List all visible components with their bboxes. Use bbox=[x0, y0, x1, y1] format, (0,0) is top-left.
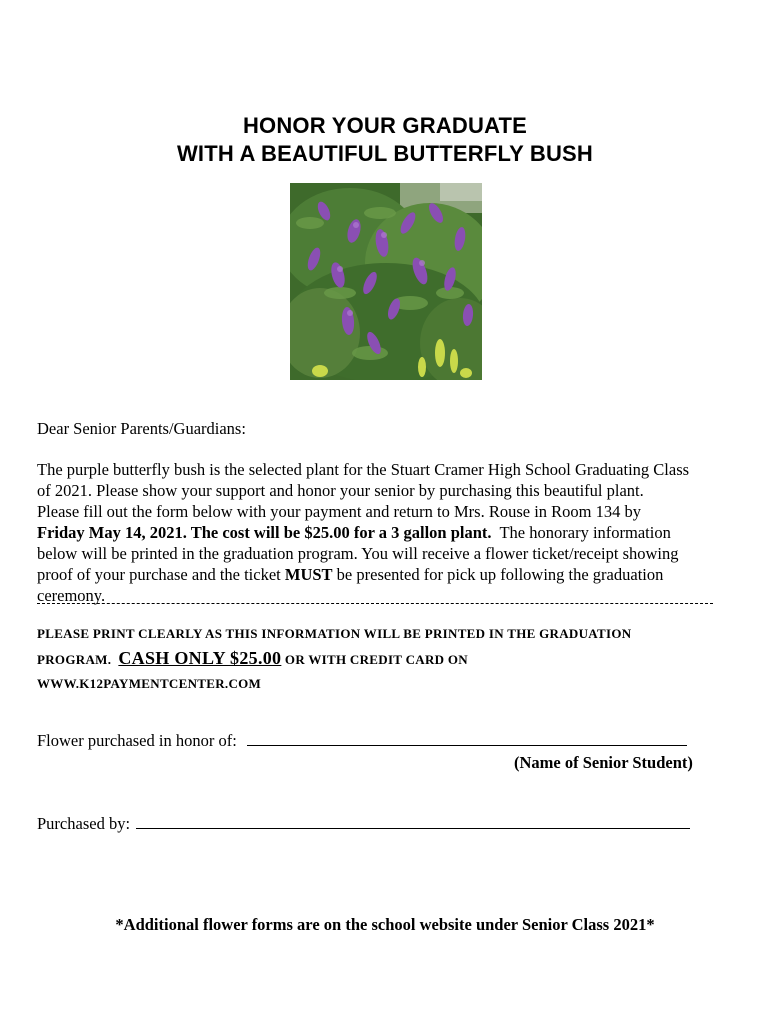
notice-line bbox=[37, 646, 737, 672]
purchaser-field-row bbox=[37, 813, 690, 834]
butterfly-bush-image bbox=[290, 183, 482, 380]
letter-line: The purple butterfly bush is the selected plant for the Stuart Cramer High School Graduating Class bbox=[37, 460, 690, 479]
purchaser-name-field[interactable] bbox=[136, 814, 690, 829]
honor-field-row bbox=[37, 730, 687, 751]
deadline-and-cost: Friday May 14, 2021. The cost will be $25.00 for a 3 gallon plant. bbox=[37, 523, 492, 542]
letter-line: Please fill out the form below with your payment and return to Mrs. Rouse in Room 134 by bbox=[37, 502, 641, 521]
letter-line: below will be printed in the graduation program. You will receive a flower ticket/receipt showing bbox=[37, 544, 679, 563]
title-line-2: WITH A BEAUTIFUL BUTTERFLY BUSH bbox=[176, 141, 594, 166]
butterfly-bush-photo bbox=[290, 183, 482, 380]
cut-line-divider bbox=[37, 603, 713, 604]
letter-line: of 2021. Please show your support and honor your senior by purchasing this beautiful plant. bbox=[37, 481, 644, 500]
title-line-1: HONOR YOUR GRADUATE bbox=[242, 113, 528, 138]
payment-website: WWW.K12PAYMENTCENTER.COM bbox=[37, 676, 262, 691]
letter-line bbox=[37, 564, 737, 585]
cash-only-price: CASH ONLY $25.00 bbox=[118, 648, 282, 668]
letter-line-text: be presented for pick up following the graduation bbox=[332, 565, 664, 584]
honor-field-label: Flower purchased in honor of: bbox=[37, 731, 237, 750]
letter-body bbox=[37, 459, 737, 606]
letter-line bbox=[37, 522, 737, 543]
notice-text: OR WITH CREDIT CARD ON bbox=[281, 652, 468, 667]
salutation: Dear Senior Parents/Guardians: bbox=[37, 419, 246, 438]
page-title bbox=[0, 112, 770, 168]
letter-line-text: proof of your purchase and the ticket bbox=[37, 565, 285, 584]
print-clearly-notice bbox=[37, 622, 737, 696]
notice-line: PLEASE PRINT CLEARLY AS THIS INFORMATION WILL BE PRINTED IN THE GRADUATION bbox=[37, 626, 632, 641]
letter-line: ceremony. bbox=[37, 586, 106, 605]
senior-name-caption-text: (Name of Senior Student) bbox=[514, 753, 693, 772]
honor-name-field[interactable] bbox=[247, 731, 687, 746]
letter-line-text: The honorary information bbox=[491, 523, 671, 542]
purchaser-field-label: Purchased by: bbox=[37, 814, 131, 833]
must-emphasis: MUST bbox=[284, 565, 333, 584]
senior-name-caption bbox=[514, 752, 693, 773]
notice-text: PROGRAM. bbox=[37, 652, 119, 667]
footer-note: *Additional flower forms are on the school website under Senior Class 2021* bbox=[115, 915, 655, 934]
